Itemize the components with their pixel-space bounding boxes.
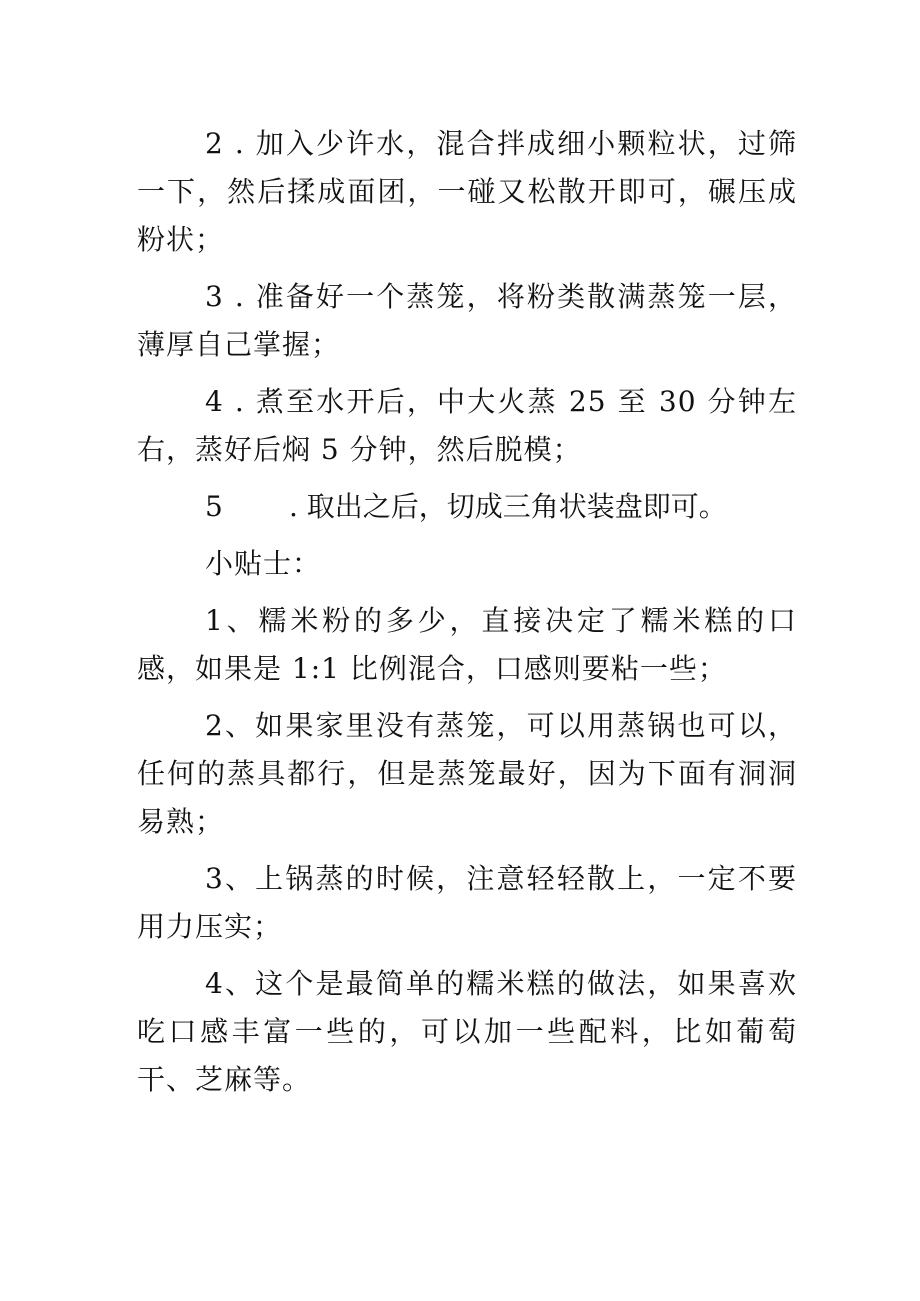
- step-3-paragraph: 3 . 准备好一个蒸笼，将粉类散满蒸笼一层，薄厚自己掌握；: [137, 280, 797, 361]
- step-4-paragraph: 4 . 煮至水开后，中大火蒸 25 至 30 分钟左右，蒸好后焖 5 分钟，然后脱模；: [137, 385, 797, 466]
- tip-4-paragraph: 4、这个是最简单的糯米糕的做法，如果喜欢吃口感丰富一些的，可以加一些配料，比如葡萄干、芝麻等。: [137, 967, 797, 1096]
- step-5-number: 5: [205, 490, 223, 523]
- tip-3-paragraph: 3、上锅蒸的时候，注意轻轻散上，一定不要用力压实；: [137, 862, 797, 943]
- tip-2-paragraph: 2、如果家里没有蒸笼，可以用蒸锅也可以，任何的蒸具都行，但是蒸笼最好，因为下面有洞洞易熟；: [137, 709, 797, 838]
- tip-1-paragraph: 1、糯米粉的多少，直接决定了糯米糕的口感，如果是 1:1 比例混合，口感则要粘一些；: [137, 604, 797, 685]
- step-2-paragraph: 2 . 加入少许水，混合拌成细小颗粒状，过筛一下，然后揉成面团，一碰又松散开即可，碾压成粉状；: [137, 127, 797, 256]
- tips-heading: 小贴士：: [205, 547, 322, 580]
- step-5-text: . 取出之后，切成三角状装盘即可。: [289, 490, 727, 523]
- document-body: [137, 120, 797, 1113]
- step-5-paragraph: [137, 483, 797, 531]
